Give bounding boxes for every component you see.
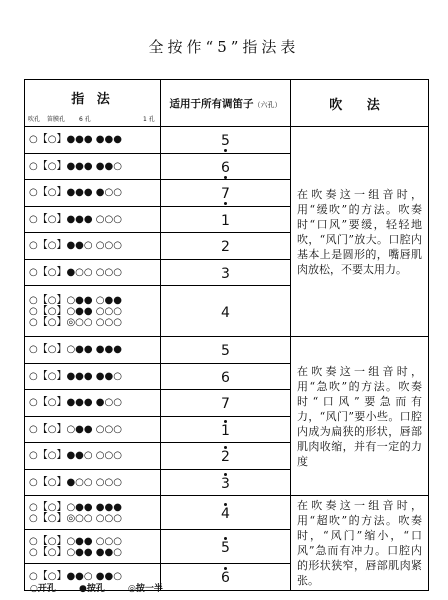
note-value: 5	[221, 343, 230, 360]
fingering-cell	[25, 443, 161, 470]
page-title: 全按作“5”指法表	[148, 38, 300, 56]
note-numeral	[221, 422, 231, 439]
fingering-line: ○【○】●●● ●●○	[29, 160, 122, 172]
note-numeral	[221, 570, 231, 587]
note-numeral	[221, 186, 231, 203]
fingering-line: ○【○】●●● ●●○	[29, 370, 122, 382]
note-numeral	[221, 542, 231, 554]
octave-dot-down	[224, 149, 227, 152]
octave-dot-down	[224, 176, 227, 179]
fingering-cell	[25, 206, 161, 233]
note-value: 1	[221, 422, 230, 439]
note-cell	[161, 180, 291, 207]
fingering-cell	[25, 530, 161, 564]
fingering-cell	[25, 496, 161, 530]
note-numeral	[221, 159, 231, 176]
note-cell	[161, 153, 291, 180]
note-cell	[161, 443, 291, 470]
note-value: 6	[221, 570, 230, 587]
table-row	[25, 127, 429, 154]
legend	[30, 581, 183, 594]
fingering-line: ○【○】●●● ●●●	[29, 134, 122, 146]
note-value: 3	[221, 265, 230, 282]
fingering-cell	[25, 337, 161, 364]
fingering-line: ○【○】○●● ○○○	[29, 305, 122, 317]
note-value: 3	[221, 475, 230, 492]
fingering-cell	[25, 390, 161, 417]
note-value: 2	[221, 239, 230, 256]
note-cell	[161, 416, 291, 443]
legend-open: ○开孔	[30, 584, 56, 594]
suitable-header	[161, 80, 291, 127]
suitable-header-note: （六孔）	[253, 100, 282, 109]
hole-label-blow: 吹孔	[28, 116, 41, 123]
note-cell	[161, 337, 291, 364]
note-value: 5	[221, 133, 230, 150]
note-value: 7	[221, 186, 230, 203]
note-cell	[161, 286, 291, 337]
fingering-cell	[25, 469, 161, 496]
note-cell	[161, 530, 291, 564]
table-body	[25, 127, 429, 591]
fingering-cell	[25, 416, 161, 443]
hole-label-six: 6 孔	[79, 116, 91, 123]
note-cell	[161, 496, 291, 530]
table-row	[25, 337, 429, 364]
note-cell	[161, 390, 291, 417]
fingering-line: ○【○】○●● ○○○	[29, 535, 122, 547]
hole-label-one: 1 孔	[143, 116, 155, 123]
method-cell: 在吹奏这一组音时，用“缓吹”的方法。吹奏时“口风”要缓，轻轻地吹，“风门”放大。口腔内基本上是圆形的，嘴唇肌肉放松，不要太用力。	[291, 127, 429, 337]
method-cell: 在吹奏这一组音时，用“超吹”的方法。吹奏时，“风门”缩小，“口风”急而有冲力。口腔内的形状狭窄，唇部肌肉紧张。	[291, 496, 429, 591]
note-numeral	[221, 369, 231, 386]
fingering-line: ○【○】●●● ○○○	[29, 213, 122, 225]
fingering-line: ○【○】●●○ ○○○	[29, 240, 122, 252]
fingering-line: ○【○】○●● ○○○	[29, 423, 122, 435]
note-numeral	[221, 449, 231, 466]
fingering-cell	[25, 127, 161, 154]
octave-dot-up	[224, 503, 227, 506]
fingering-line: ○【○】○●● ○●●	[29, 294, 122, 306]
octave-dot-up	[224, 473, 227, 476]
note-numeral	[221, 133, 231, 150]
note-cell	[161, 233, 291, 260]
method-header: 吹 法	[291, 80, 429, 127]
note-cell	[161, 363, 291, 390]
fingering-cell	[25, 233, 161, 260]
note-cell	[161, 259, 291, 286]
hole-label-membrane: 笛膜孔	[47, 116, 66, 123]
fingering-line: ○【○】●○○ ○○○	[29, 476, 122, 488]
fingering-line: ○【○】◎○○ ○○○	[29, 316, 122, 328]
fingering-line: ○【○】●●● ●○○	[29, 187, 122, 199]
table-row	[25, 496, 429, 530]
note-numeral	[221, 396, 231, 413]
note-value: 2	[221, 449, 230, 466]
fingering-cell	[25, 363, 161, 390]
legend-half: ◎按一半	[128, 584, 163, 594]
fingering-line: ○【○】○●● ●●○	[29, 546, 122, 558]
note-cell	[161, 469, 291, 496]
note-value: 6	[221, 369, 230, 386]
fingering-cell	[25, 259, 161, 286]
note-numeral	[221, 239, 231, 256]
method-cell: 在吹奏这一组音时，用“急吹”的方法。吹奏时“口风”要急而有力，“风门”要小些。口腔内成为扁狭的形状，唇部肌肉收缩，并有一定的力度	[291, 337, 429, 496]
fingering-line: ○【○】○●● ●●●	[29, 344, 122, 356]
note-numeral	[221, 343, 231, 360]
octave-dot-up	[224, 420, 227, 423]
fingering-header-title: 指 法	[71, 92, 114, 107]
fingering-cell	[25, 153, 161, 180]
note-value: 4	[221, 506, 230, 522]
note-value: 6	[221, 159, 230, 176]
fingering-header	[25, 80, 161, 127]
fingering-line: ○【○】●●○ ●●○	[29, 571, 122, 583]
note-value: 1	[221, 212, 230, 229]
note-numeral	[221, 304, 231, 321]
note-numeral	[221, 212, 231, 229]
note-value: 4	[221, 304, 230, 321]
suitable-header-text: 适用于所有调笛子	[169, 97, 254, 110]
note-numeral	[221, 508, 231, 520]
note-cell	[161, 127, 291, 154]
fingering-line: ○【○】○●● ●●●	[29, 501, 122, 513]
note-value: 5	[221, 540, 230, 556]
note-numeral	[221, 265, 231, 282]
note-cell	[161, 206, 291, 233]
fingering-cell	[25, 286, 161, 337]
note-numeral	[221, 475, 231, 492]
fingering-table	[24, 79, 429, 591]
fingering-line: ○【○】●○○ ○○○	[29, 266, 122, 278]
fingering-cell	[25, 180, 161, 207]
note-value: 7	[221, 396, 230, 413]
legend-closed: ●按孔	[79, 584, 105, 594]
octave-dot-down	[224, 202, 227, 205]
table-header-row	[25, 80, 429, 127]
fingering-line: ○【○】●●● ●○○	[29, 397, 122, 409]
fingering-line: ○【○】◎○○ ○○○	[29, 512, 122, 524]
fingering-line: ○【○】●●○ ○○○	[29, 450, 122, 462]
octave-dot-up	[224, 537, 227, 540]
